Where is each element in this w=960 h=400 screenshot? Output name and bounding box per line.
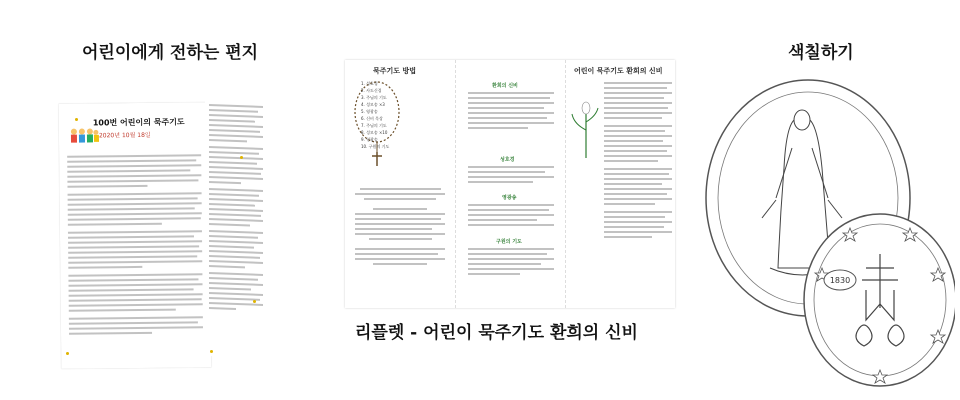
rosary-step: 10. 구원의 기도	[361, 144, 390, 149]
miraculous-medal-coloring[interactable]	[700, 68, 955, 388]
rosary-step: 1. 성호경	[361, 81, 378, 86]
leaflet-panel-method	[345, 60, 455, 308]
letter-heading: 어린이에게 전하는 편지	[82, 43, 259, 63]
panel2-body-2	[468, 166, 554, 186]
sparkle-decoration	[210, 350, 213, 353]
panel2-head: 환희의 신비	[492, 83, 518, 89]
panel2-body-3	[468, 204, 554, 229]
panel1-body	[355, 188, 445, 268]
leaflet-image[interactable]	[345, 60, 675, 308]
rosary-step: 6. 신비 묵상	[361, 116, 383, 121]
rosary-step: 5. 영광송	[361, 109, 378, 114]
sparkle-decoration	[66, 352, 69, 355]
letter-date: 2020년 10월 18일	[98, 131, 151, 140]
sparkle-decoration	[75, 118, 78, 121]
coloring-heading: 색칠하기	[788, 43, 854, 63]
panel2-head: 성호경	[500, 157, 515, 163]
letter-back-body	[209, 104, 263, 314]
letter-page-back[interactable]	[205, 96, 267, 358]
lily-illustration	[566, 100, 606, 160]
rosary-step: 7. 주님의 기도	[361, 123, 387, 128]
panel2-body-1	[468, 92, 554, 132]
letter-title: 100번 어린이의 묵주기도	[92, 117, 185, 128]
panel2-head: 구원의 기도	[496, 239, 522, 245]
letter-page-front[interactable]	[59, 102, 212, 369]
rosary-step: 4. 성모송 ×3	[361, 102, 385, 107]
leaflet-panel-prayers	[455, 60, 565, 308]
rosary-step: 2. 사도신경	[361, 88, 382, 93]
leaflet-panel-mysteries	[565, 60, 675, 308]
sparkle-decoration	[240, 156, 243, 159]
rosary-step: 3. 주님의 기도	[361, 95, 387, 100]
panel-title-mysteries: 어린이 묵주기도 환희의 신비	[574, 67, 663, 75]
sparkle-decoration	[253, 300, 256, 303]
medal-year: 1830	[829, 276, 851, 285]
rosary-step: 9. 영광송	[361, 137, 378, 142]
rosary-steps	[361, 80, 389, 150]
leaflet-heading: 리플렛 - 어린이 묵주기도 환희의 신비	[355, 323, 638, 343]
panel2-head: 영광송	[502, 195, 517, 201]
letter-body	[67, 154, 203, 337]
panel2-body-4	[468, 248, 554, 278]
panel3-body	[604, 82, 672, 241]
rosary-step: 8. 성모송 ×10	[361, 130, 388, 135]
panel-title-method: 묵주기도 방법	[373, 67, 417, 75]
